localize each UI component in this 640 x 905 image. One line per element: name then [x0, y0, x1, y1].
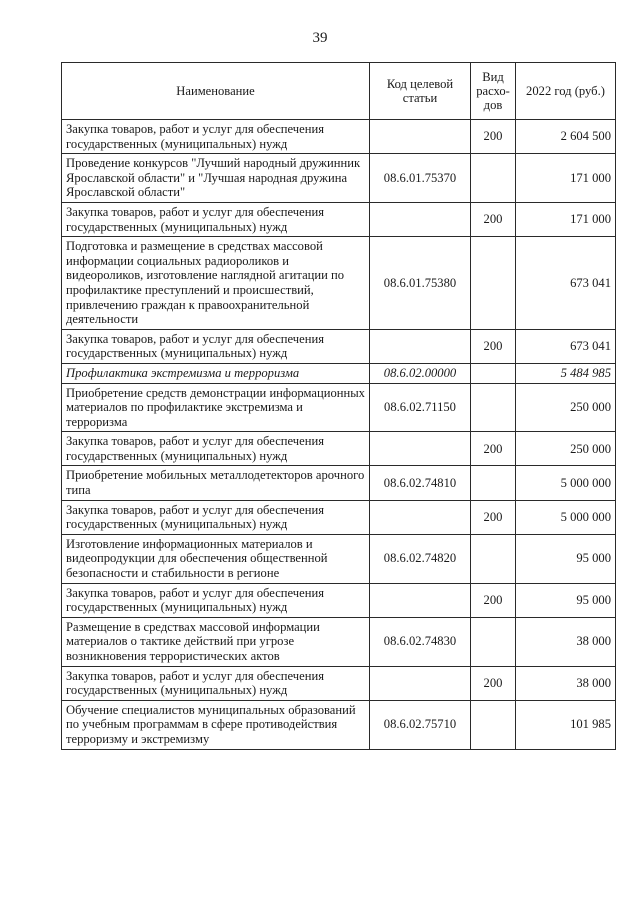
- table-row: [62, 432, 616, 466]
- table-row: [62, 329, 616, 363]
- cell-amount: 171 000: [516, 202, 616, 236]
- cell-amount: 101 985: [516, 700, 616, 749]
- cell-name: Приобретение мобильных металлодетекторов арочного типа: [62, 466, 370, 500]
- table-header-row: [62, 63, 616, 120]
- table-row: [62, 237, 616, 330]
- cell-name: Закупка товаров, работ и услуг для обеспечения государственных (муниципальных) нужд: [62, 500, 370, 534]
- cell-name: Закупка товаров, работ и услуг для обеспечения государственных (муниципальных) нужд: [62, 329, 370, 363]
- cell-kind: [471, 700, 516, 749]
- table-row: [62, 466, 616, 500]
- table-row: [62, 583, 616, 617]
- cell-name: Закупка товаров, работ и услуг для обеспечения государственных (муниципальных) нужд: [62, 432, 370, 466]
- cell-kind: 200: [471, 432, 516, 466]
- cell-amount: 5 484 985: [516, 363, 616, 383]
- cell-amount: 95 000: [516, 534, 616, 583]
- cell-kind: [471, 466, 516, 500]
- cell-name: Закупка товаров, работ и услуг для обеспечения государственных (муниципальных) нужд: [62, 666, 370, 700]
- cell-amount: 38 000: [516, 617, 616, 666]
- cell-code: 08.6.02.00000: [370, 363, 471, 383]
- header-amount: 2022 год (руб.): [516, 63, 616, 120]
- cell-code: 08.6.01.75380: [370, 237, 471, 330]
- cell-name: Приобретение средств демонстрации информационных материалов по профилактике экстремизма и терроризма: [62, 383, 370, 432]
- cell-code: [370, 432, 471, 466]
- table-row: [62, 120, 616, 154]
- cell-code: 08.6.01.75370: [370, 154, 471, 203]
- table-row: [62, 500, 616, 534]
- table-row: [62, 534, 616, 583]
- table-row: [62, 700, 616, 749]
- cell-code: 08.6.02.74810: [370, 466, 471, 500]
- cell-amount: 5 000 000: [516, 500, 616, 534]
- cell-name: Подготовка и размещение в средствах массовой информации социальных радиороликов и видеороликов, изготовление наглядной агитации по профилактике преступлений и происшествий, привлечению граждан к правоохранительной деятельности: [62, 237, 370, 330]
- cell-kind: [471, 363, 516, 383]
- cell-kind: 200: [471, 583, 516, 617]
- cell-kind: 200: [471, 666, 516, 700]
- header-kind: Вид расхо-дов: [471, 63, 516, 120]
- cell-kind: [471, 383, 516, 432]
- cell-name: Профилактика экстремизма и терроризма: [62, 363, 370, 383]
- cell-name: Закупка товаров, работ и услуг для обеспечения государственных (муниципальных) нужд: [62, 120, 370, 154]
- cell-code: 08.6.02.74820: [370, 534, 471, 583]
- cell-amount: 38 000: [516, 666, 616, 700]
- cell-code: 08.6.02.74830: [370, 617, 471, 666]
- cell-amount: 5 000 000: [516, 466, 616, 500]
- cell-code: 08.6.02.71150: [370, 383, 471, 432]
- table-row: [62, 154, 616, 203]
- table-row: [62, 383, 616, 432]
- cell-name: Проведение конкурсов "Лучший народный дружинник Ярославской области" и "Лучшая народная дружина Ярославской области": [62, 154, 370, 203]
- cell-code: [370, 666, 471, 700]
- cell-code: [370, 329, 471, 363]
- cell-code: [370, 583, 471, 617]
- cell-kind: 200: [471, 329, 516, 363]
- cell-kind: [471, 154, 516, 203]
- cell-amount: 171 000: [516, 154, 616, 203]
- table-row: [62, 666, 616, 700]
- cell-name: Размещение в средствах массовой информации материалов о тактике действий при угрозе возникновения террористических актов: [62, 617, 370, 666]
- cell-code: [370, 202, 471, 236]
- cell-kind: [471, 617, 516, 666]
- table-body: [62, 120, 616, 750]
- cell-code: [370, 120, 471, 154]
- table-row: [62, 202, 616, 236]
- cell-amount: 95 000: [516, 583, 616, 617]
- cell-kind: 200: [471, 120, 516, 154]
- cell-code: 08.6.02.75710: [370, 700, 471, 749]
- cell-amount: 673 041: [516, 237, 616, 330]
- cell-name: Закупка товаров, работ и услуг для обеспечения государственных (муниципальных) нужд: [62, 583, 370, 617]
- cell-kind: 200: [471, 500, 516, 534]
- cell-kind: [471, 237, 516, 330]
- cell-code: [370, 500, 471, 534]
- cell-kind: 200: [471, 202, 516, 236]
- header-code: Код целевой статьи: [370, 63, 471, 120]
- cell-amount: 250 000: [516, 432, 616, 466]
- cell-amount: 2 604 500: [516, 120, 616, 154]
- table-row: [62, 617, 616, 666]
- page-number: 39: [312, 30, 328, 46]
- cell-name: Закупка товаров, работ и услуг для обеспечения государственных (муниципальных) нужд: [62, 202, 370, 236]
- header-name: Наименование: [62, 63, 370, 120]
- budget-table: [61, 62, 616, 750]
- cell-amount: 673 041: [516, 329, 616, 363]
- cell-name: Обучение специалистов муниципальных образований по учебным программам в сфере противодействия терроризму и экстремизму: [62, 700, 370, 749]
- cell-amount: 250 000: [516, 383, 616, 432]
- table-row: [62, 363, 616, 383]
- cell-name: Изготовление информационных материалов и видеопродукции для обеспечения общественной безопасности и стабильности в регионе: [62, 534, 370, 583]
- cell-kind: [471, 534, 516, 583]
